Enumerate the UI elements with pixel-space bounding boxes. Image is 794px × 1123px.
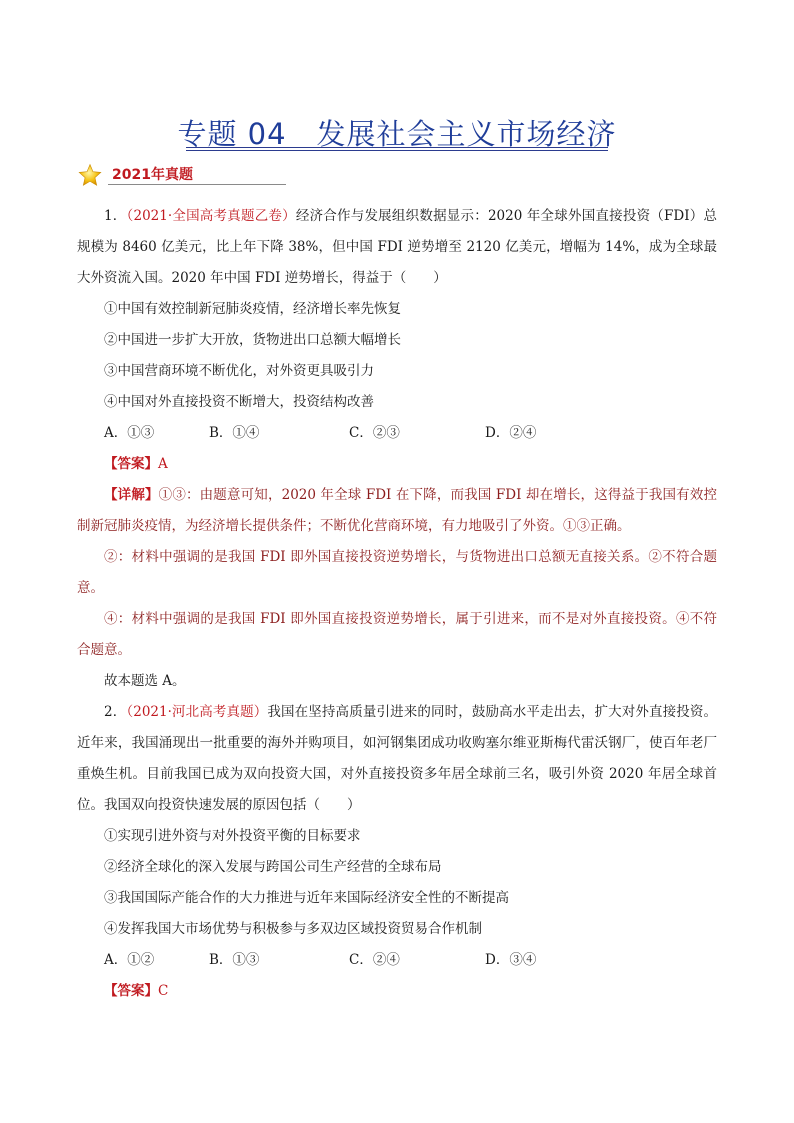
question-text: 我国在坚持高质量引进来的同时，鼓励高水平走出去，扩大对外直接投资。近年来，我国涌现出一批重要的海外并购项目，如河钢集团成功收购塞尔维亚斯梅代雷沃钢厂，使百年老厂重焕生机。目前我国已成为双向投资大国，对外直接投资多年居全球前三名，吸引外资 2020 年居全球首位。我国双向投资快速发展的原因包括（ ） [77, 704, 718, 813]
choice-d: D．②④ [485, 425, 537, 441]
option-4: ④中国对外直接投资不断增大，投资结构改善 [104, 394, 374, 410]
question-source: （2021·全国高考真题乙卷） [126, 208, 296, 224]
option-2: ②经济全球化的深入发展与跨国公司生产经营的全球布局 [104, 859, 442, 875]
choice-b: B．①③ [209, 952, 260, 968]
star-icon [78, 163, 102, 187]
detail-text: ①③：由题意可知，2020 年全球 FDI 在下降，而我国 FDI 却在增长，这得益于我国有效控制新冠肺炎疫情，为经济增长提供条件；不断优化营商环境，有力地吸引了外资。①③正确。 [77, 487, 718, 534]
question-number: 2． [104, 704, 127, 720]
question-2 [77, 697, 717, 1007]
answer-tag: 【答案】 [104, 456, 158, 472]
answer-tag: 【答案】 [104, 983, 158, 999]
answer-choices [77, 945, 717, 976]
question-source: （2021·河北高考真题） [126, 704, 268, 720]
question-1 [77, 201, 717, 697]
conclusion: 故本题选 A。 [104, 673, 186, 689]
choice-a: A．①③ [104, 425, 155, 441]
choice-c: C．②③ [349, 425, 400, 441]
choice-c: C．②④ [349, 952, 400, 968]
answer-line [77, 976, 717, 1007]
question-stem [77, 201, 717, 294]
answer-choices [77, 418, 717, 449]
page-title: 专题 04 发展社会主义市场经济 [177, 117, 617, 151]
option-1: ①中国有效控制新冠肺炎疫情，经济增长率先恢复 [104, 301, 401, 317]
option-3: ③中国营商环境不断优化，对外资更具吸引力 [104, 363, 374, 379]
question-text: 经济合作与发展组织数据显示：2020 年全球外国直接投资（FDI）总规模为 8460 亿美元，比上年下降 38%，但中国 FDI 逆势增至 2120 亿美元，增幅为 14%，成为全球最大外资流入国。2020 年中国 FDI 逆势增长，得益于（ ） [77, 208, 717, 286]
detail-paragraph [77, 480, 717, 542]
detail-paragraph: ②：材料中强调的是我国 FDI 即外国直接投资逆势增长，与货物进出口总额无直接关系。②不符合题意。 [77, 549, 717, 596]
title-underline [186, 147, 608, 148]
option-1: ①实现引进外资与对外投资平衡的目标要求 [104, 828, 361, 844]
section-label: 2021年真题 [112, 167, 193, 183]
option-3: ③我国国际产能合作的大力推进与近年来国际经济安全性的不断提高 [104, 890, 509, 906]
question-number: 1． [104, 208, 127, 224]
answer-value: A [158, 456, 168, 472]
question-stem [77, 697, 717, 821]
option-4: ④发挥我国大市场优势与积极参与多双边区域投资贸易合作机制 [104, 921, 482, 937]
question-content [77, 201, 717, 1007]
detail-tag: 【详解】 [104, 487, 159, 503]
section-underline [108, 184, 286, 185]
detail-paragraph: ④：材料中强调的是我国 FDI 即外国直接投资逆势增长，属于引进来，而不是对外直接投资。④不符合题意。 [77, 611, 717, 658]
answer-value: C [158, 983, 169, 999]
option-2: ②中国进一步扩大开放，货物进出口总额大幅增长 [104, 332, 401, 348]
choice-b: B．①④ [209, 425, 260, 441]
title-underline-double [186, 150, 608, 151]
choice-d: D．③④ [485, 952, 537, 968]
answer-line [77, 449, 717, 480]
choice-a: A．①② [104, 952, 155, 968]
